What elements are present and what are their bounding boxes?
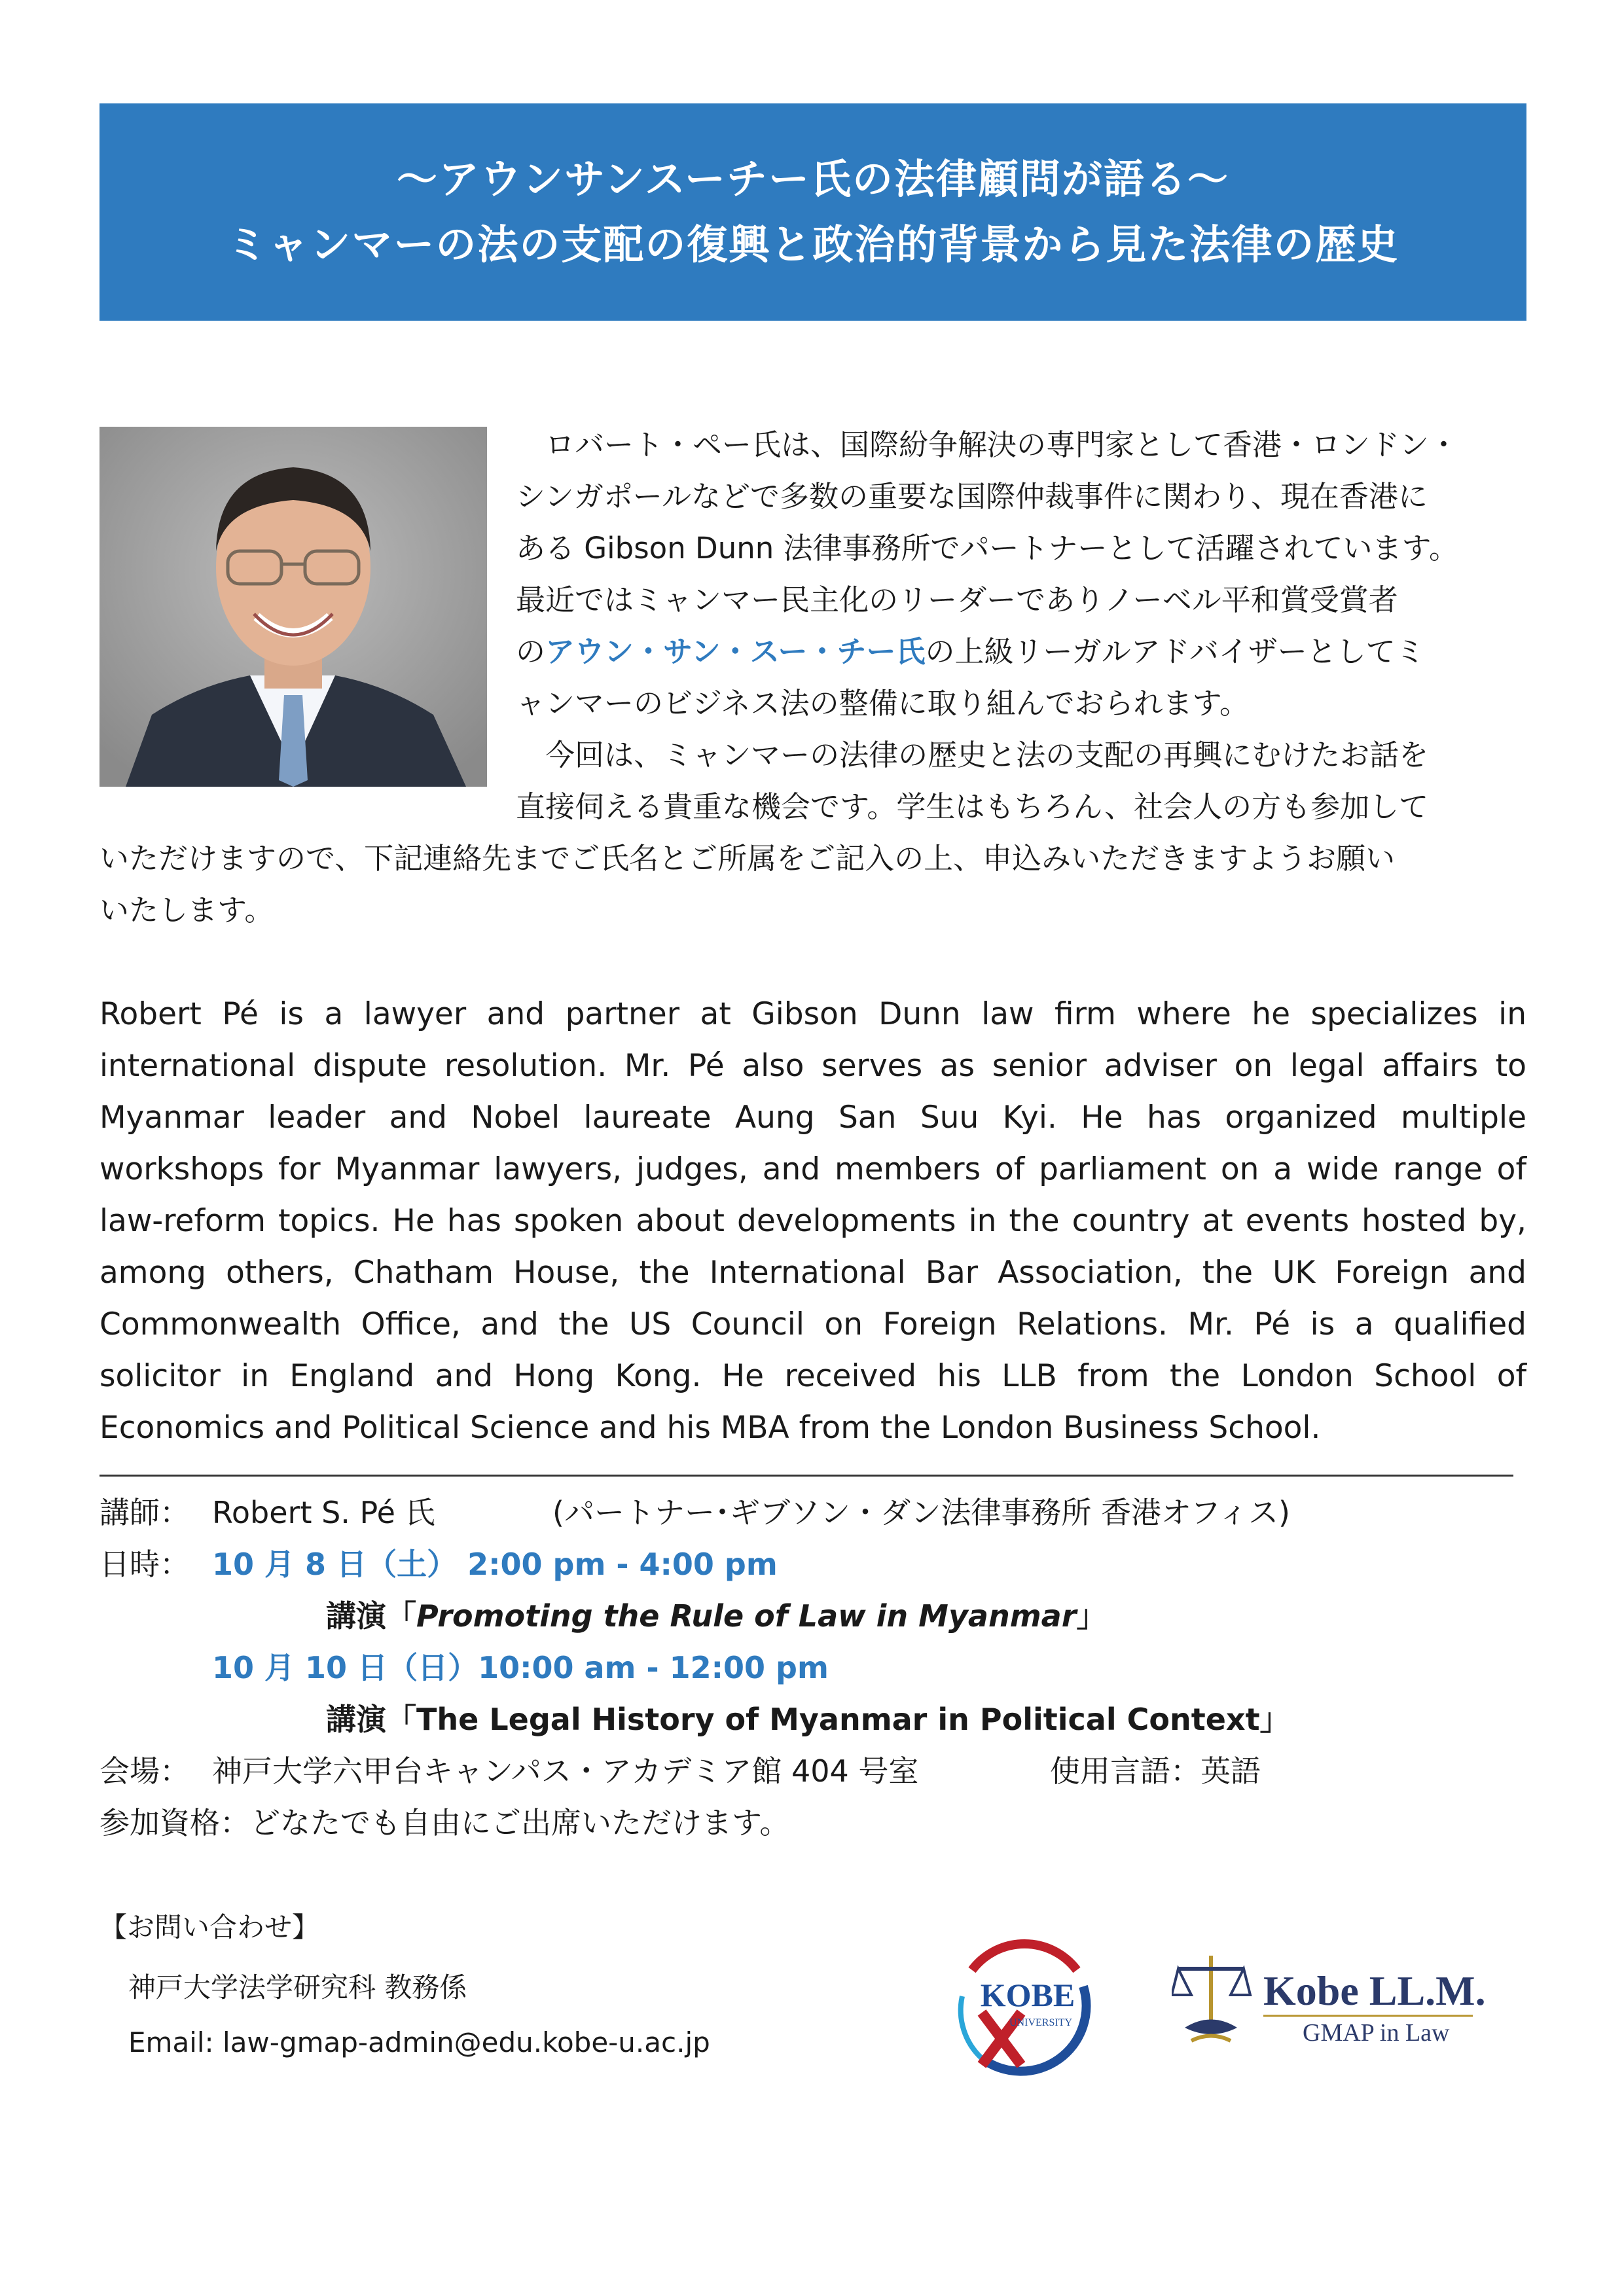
session2-date-row: [212, 1642, 829, 1694]
kobe-university-logo: [943, 1924, 1106, 2088]
jp-text: の上級リーガルアドバイザーとしてミ: [925, 634, 1425, 669]
jp-text: の: [516, 634, 546, 669]
jp-line: いたします。: [99, 893, 274, 927]
session1-suffix: 」: [1076, 1598, 1107, 1634]
lecturer-label: 講師：: [99, 1495, 190, 1530]
contact-email[interactable]: Email: law-gmap-admin@edu.kobe-u.ac.jp: [128, 2026, 710, 2058]
jp-line: ロバート・ペー氏は、国際紛争解決の専門家として香港・ロンドン・: [545, 427, 1459, 462]
title-banner: [99, 103, 1526, 321]
bio-line: Economics and Political Science and his MBA from the London Business School.: [99, 1410, 1321, 1446]
bio-line: solicitor in England and Hong Kong. He received his LLB from the London School of: [99, 1358, 1526, 1394]
jp-line: いただけますので、下記連絡先までご氏名とご所属をご記入の上、申込みいただきますようお願い: [99, 841, 1396, 876]
language: 使用言語：英語: [1050, 1753, 1261, 1789]
kobe-logo-subtext: UNIVERSITY: [1009, 2017, 1072, 2028]
jp-line: 直接伺える貴重な機会です。学生はもちろん、社会人の方も参加して: [516, 789, 1429, 824]
jp-line: 最近ではミャンマー民主化のリーダーでありノーベル平和賞受賞者: [516, 583, 1398, 617]
contact-heading: 【お問い合わせ】: [99, 1911, 320, 1943]
venue-label: 会場：: [99, 1753, 190, 1789]
bio-line: law-reform topics. He has spoken about developments in the country at events hosted by,: [99, 1203, 1526, 1239]
contact-office: 神戸大学法学研究科 教務係: [128, 1971, 467, 2003]
jp-line: シンガポールなどで多数の重要な国際仲裁事件に関わり、現在香港に: [516, 479, 1428, 514]
bio-line: international dispute resolution. Mr. Pé also serves as senior adviser on legal affairs to: [99, 1048, 1526, 1084]
datetime-label: 日時：: [99, 1547, 190, 1582]
bio-line: Commonwealth Office, and the US Council on Foreign Relations. Mr. Pé is a qualified: [99, 1306, 1526, 1342]
jp-line: ある Gibson Dunn 法律事務所でパートナーとして活躍されています。: [516, 531, 1458, 565]
bio-line: workshops for Myanmar lawyers, judges, and members of parliament on a wide range of: [99, 1151, 1526, 1187]
english-bio: [99, 988, 1526, 1454]
banner-title: ミャンマーの法の支配の復興と政治的背景から見た法律の歴史: [226, 221, 1399, 268]
venue-row: [99, 1746, 1261, 1797]
eligibility: どなたでも自由にご出席いただけます。: [250, 1805, 790, 1840]
session1-date: 10 月 8 日（土） 2:00 pm - 4:00 pm: [212, 1547, 778, 1582]
venue: 神戸大学六甲台キャンパス・アカデミア館 404 号室: [212, 1753, 919, 1789]
session2-title: 講演「The Legal History of Myanmar in Political Context」: [326, 1702, 1290, 1737]
aung-san-suu-kyi-highlight: アウン・サン・スー・チー氏: [545, 634, 926, 669]
jp-line: [99, 626, 1526, 677]
kobe-logo-text: KOBE: [980, 1977, 1075, 2013]
kobe-llm-logo: [1172, 1943, 1486, 2073]
bio-line: Myanmar leader and Nobel laureate Aung San Suu Kyi. He has organized multiple: [99, 1100, 1526, 1136]
eligibility-row: [99, 1797, 789, 1849]
session1-prefix: 講演「: [326, 1598, 416, 1634]
jp-line: 今回は、ミャンマーの法律の歴史と法の支配の再興にむけたお話を: [545, 738, 1429, 772]
lecturer-row: [99, 1487, 1290, 1539]
lecturer-name: Robert S. Pé 氏: [212, 1495, 435, 1530]
llm-logo-subtitle: GMAP in Law: [1303, 2019, 1450, 2047]
eligibility-label: 参加資格：: [99, 1805, 250, 1840]
datetime-row: [99, 1539, 778, 1590]
lecturer-affiliation: (パートナー･ギブソン・ダン法律事務所 香港オフィス): [552, 1495, 1290, 1530]
bio-line: Robert Pé is a lawyer and partner at Gibson Dunn law firm where he specializes in: [99, 996, 1526, 1032]
session1-title: Promoting the Rule of Law in Myanmar: [416, 1598, 1077, 1634]
divider: [99, 1475, 1513, 1477]
session2-date: 10 月 10 日（日）10:00 am - 12:00 pm: [212, 1650, 829, 1685]
japanese-intro: [99, 419, 1526, 936]
banner-subtitle: 〜アウンサンスーチー氏の法律顧問が語る〜: [397, 155, 1229, 203]
bio-line: among others, Chatham House, the International Bar Association, the UK Foreign and: [99, 1255, 1526, 1291]
session1-title-row: [326, 1590, 1106, 1642]
llm-logo-title: Kobe LL.M.: [1263, 1967, 1486, 2014]
jp-line: ャンマーのビジネス法の整備に取り組んでおられます。: [516, 686, 1250, 721]
